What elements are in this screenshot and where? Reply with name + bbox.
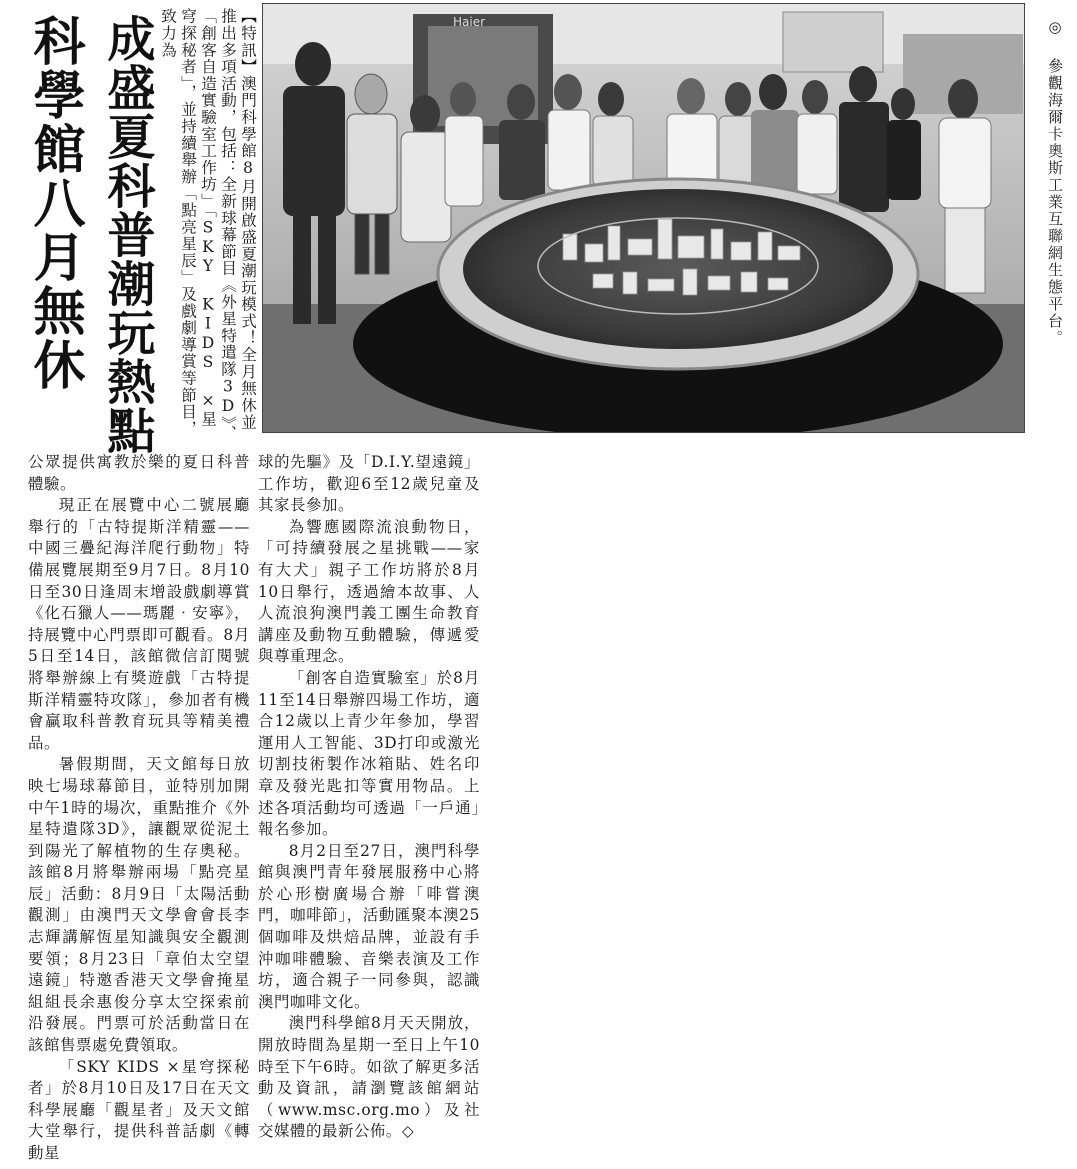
- body-column-b: [258, 452, 480, 1162]
- lead-paragraph-block: [158, 8, 260, 448]
- paragraph: 8月2日至27日，澳門科學館與澳門青年發展服務中心將於心形樹廣場合辦「啡嘗澳門，咖啡節」，活動匯聚本澳25個咖啡及烘焙品牌，並設有手沖咖啡體驗、音樂表演及工作坊，適合親子一同參與，認識澳門咖啡文化。: [258, 841, 480, 1011]
- sign-text: Haier: [453, 15, 486, 29]
- paragraph: 暑假期間，天文館每日放映七場球幕節目，並特別加開中午1時的場次，重點推介《外星特遣隊3D》，讓觀眾從泥土到陽光了解植物的生存奧秘。該館8月將舉辦兩場「點亮星辰」活動：8月9日「太陽活動觀測」由澳門天文學會會長李志輝講解恆星知識與安全觀測要領；8月23日「章伯太空望遠鏡」特邀香港天文學會掩星組組長余惠俊分享太空探索前沿發展。門票可於活動當日在該館售票處免費領取。: [28, 755, 250, 1055]
- headline-sub: 成盛夏科普潮玩熱點: [99, 14, 155, 455]
- paragraph: 澳門科學館8月天天開放，開放時間為星期一至日上午10時至下午6時。如欲了解更多活動及資訊，請瀏覽該館網站（www.msc.org.mo）及社交媒體的最新公佈。◇: [258, 1014, 480, 1141]
- paragraph: 「SKY KIDS ×星穹探秘者」於8月10日及17日在天文科學展廳「觀星者」及天文館大堂舉行，提供科普話劇《轉動星: [28, 1057, 250, 1162]
- photo-caption: ◎ 參觀海爾卡奧斯工業互聯網生態平台。: [1046, 18, 1064, 347]
- paragraph: 「創客自造實驗室」於8月11至14日舉辦四場工作坊，適合12歲以上青少年參加，學習運用人工智能、3D打印或激光切割技術製作冰箱貼、姓名印章及發光匙扣等實用物品。上述各項活動均可透過「一戶通」報名參加。: [258, 668, 480, 839]
- paragraph: 球的先驅》及「D.I.Y.望遠鏡」工作坊，歡迎6至12歲兒童及其家長參加。: [258, 453, 480, 515]
- body-column-a: [28, 452, 250, 1162]
- paragraph: 現正在展覽中心二號展廳舉行的「古特提斯洋精靈——中國三疊紀海洋爬行動物」特備展覽展期至9月7日。8月10日至30日逢周末增設戲劇導賞《化石獵人——瑪麗‧安寧》，持展覽中心門票即可觀看。8月5日至14日，該館微信訂閱號將舉辦線上有獎遊戲「古特提斯洋精靈特攻隊」，參加者有機會贏取科普教育玩具等精美禮品。: [28, 496, 250, 752]
- lead-paragraph: 【特訊】澳門科學館8月開啟盛夏潮玩模式！全月無休並推出多項活動，包括：全新球幕節目《外星特遣隊3D》、「創客自造實驗室工作坊」「SKY KIDS ×星穹探秘者」，並持續舉辦「點亮星辰」及戲劇導賞等節目，致力為: [159, 8, 257, 442]
- photo-illustration: [263, 4, 1025, 433]
- paragraph: 公眾提供寓教於樂的夏日科普體驗。: [28, 453, 250, 493]
- paragraph: 為響應國際流浪動物日，「可持續發展之星挑戰——家有大犬」親子工作坊將於8月10日舉行，透過繪本故事、人人流浪狗澳門義工團生命教育講座及動物互動體驗，傳遞愛與尊重理念。: [258, 517, 480, 666]
- headline-main: 科學館八月無休: [24, 14, 84, 392]
- news-photo: [262, 3, 1025, 433]
